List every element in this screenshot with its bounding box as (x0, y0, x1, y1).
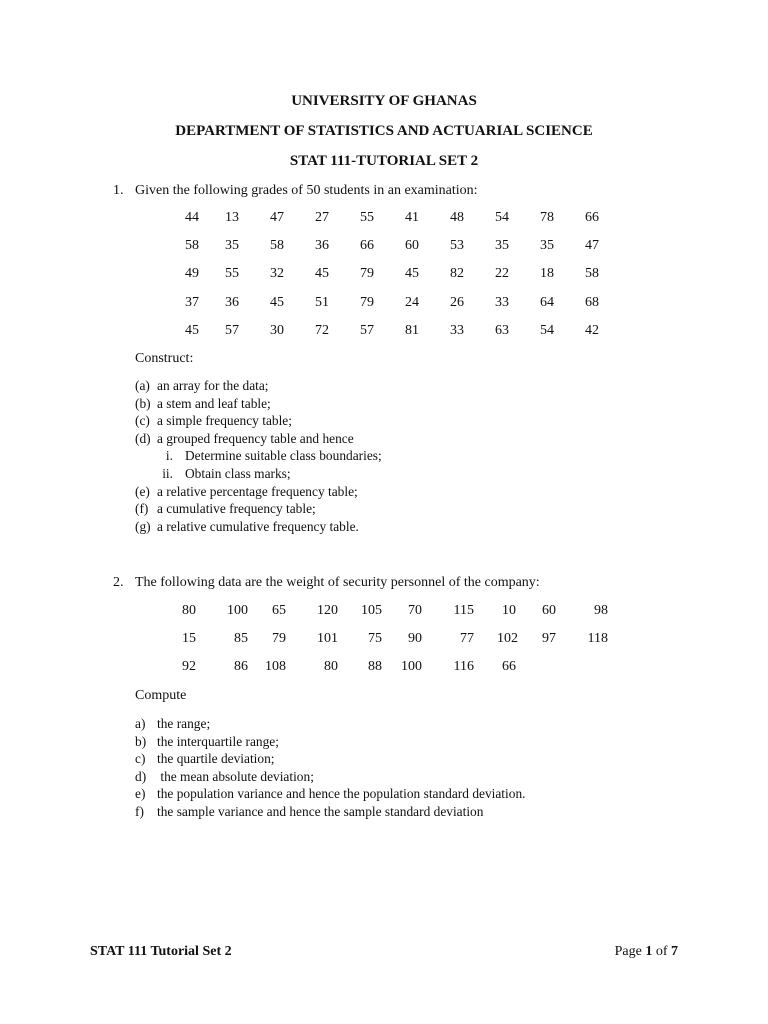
grade-cell: 33 (495, 294, 509, 310)
sub-list-item-text: Obtain class marks; (185, 465, 291, 481)
weight-cell: 66 (502, 659, 516, 675)
grade-cell: 72 (315, 322, 329, 338)
weight-cell: 79 (272, 631, 286, 647)
list-item-mark: e) (135, 786, 146, 802)
weight-cell: 70 (408, 603, 422, 618)
weight-cell: 60 (542, 603, 556, 618)
weight-cell: 116 (453, 659, 474, 675)
list-item (135, 377, 382, 395)
grade-cell: 60 (405, 238, 419, 254)
grade-cell: 36 (315, 238, 329, 254)
weight-cell: 15 (182, 631, 196, 647)
list-item (135, 500, 382, 518)
grade-cell: 48 (450, 210, 464, 225)
list-item-mark: f) (135, 803, 144, 819)
weight-cell: 90 (408, 631, 422, 647)
weight-cell: 65 (272, 603, 286, 618)
list-item (135, 412, 382, 430)
list-item-text: a simple frequency table; (157, 413, 292, 429)
list-item-text: the interquartile range; (157, 733, 279, 749)
list-item (135, 803, 526, 821)
grade-cell: 45 (315, 266, 329, 282)
grade-cell: 68 (585, 294, 599, 310)
weight-cell: 97 (542, 631, 556, 647)
construct-list (135, 377, 382, 535)
question-2 (113, 575, 540, 591)
page-total: 7 (671, 944, 678, 959)
list-item-text: a stem and leaf table; (157, 395, 271, 411)
list-item-mark: (d) (135, 430, 151, 446)
grade-cell: 18 (540, 266, 554, 282)
construct-label: Construct: (135, 351, 194, 366)
list-item (135, 395, 382, 413)
list-item-mark: a) (135, 716, 146, 731)
grade-cell: 33 (450, 322, 464, 338)
compute-label: Compute (135, 688, 187, 703)
grade-cell: 42 (585, 322, 599, 338)
weight-cell: 77 (460, 631, 474, 647)
weight-cell: 75 (368, 631, 382, 647)
list-item (135, 768, 526, 786)
footer-title: STAT 111 Tutorial Set 2 (90, 944, 232, 959)
grade-cell: 26 (450, 294, 464, 310)
list-item-mark: b) (135, 733, 147, 749)
grade-cell: 45 (405, 266, 419, 282)
grade-cell: 81 (405, 322, 419, 338)
page-word: Page (614, 944, 646, 959)
grade-cell: 64 (540, 294, 554, 310)
page-current: 1 (645, 944, 653, 959)
weight-cell: 98 (594, 603, 608, 618)
tutorial-title: STAT 111-TUTORIAL SET 2 (289, 153, 479, 169)
university-title: UNIVERSITY OF GHANAS (291, 93, 477, 109)
question-2-text: The following data are the weight of security personnel of the company: (135, 575, 540, 590)
grade-cell: 45 (185, 322, 199, 338)
weight-cell: 85 (234, 631, 248, 647)
grade-cell: 57 (225, 322, 239, 338)
grade-cell: 41 (405, 210, 419, 225)
grade-cell: 53 (450, 238, 464, 254)
grade-cell: 54 (540, 322, 554, 338)
list-item-text: the quartile deviation; (157, 751, 275, 767)
weight-cell: 80 (324, 659, 338, 675)
grade-cell: 58 (585, 266, 599, 282)
list-item-mark: (a) (135, 378, 150, 393)
weight-cell: 105 (361, 603, 382, 618)
weight-cell: 115 (453, 603, 474, 618)
grade-cell: 47 (270, 210, 284, 225)
grade-cell: 63 (495, 322, 509, 338)
list-item (135, 483, 382, 501)
sub-list-item (135, 447, 382, 465)
grade-cell: 36 (225, 294, 239, 310)
grade-cell: 32 (270, 266, 284, 282)
list-item (135, 750, 526, 768)
question-1 (113, 183, 478, 199)
grade-cell: 54 (495, 210, 509, 225)
sub-list-item-mark: ii. (162, 465, 173, 481)
weight-cell: 118 (587, 631, 608, 647)
weight-cell: 10 (502, 603, 516, 618)
grade-cell: 82 (450, 266, 464, 282)
list-item (135, 733, 526, 751)
list-item-mark: (b) (135, 395, 151, 411)
grade-cell: 55 (360, 210, 374, 225)
grade-cell: 57 (360, 322, 374, 338)
grade-cell: 55 (225, 266, 239, 282)
list-item (135, 430, 382, 448)
list-item-text: a relative percentage frequency table; (157, 483, 358, 499)
weight-cell: 102 (497, 631, 518, 647)
weight-cell: 108 (265, 659, 286, 675)
list-item-mark: (c) (135, 413, 150, 429)
compute-list (135, 715, 526, 821)
weight-cell: 120 (317, 603, 338, 618)
list-item-text: a relative cumulative frequency table. (157, 518, 359, 534)
list-item (135, 715, 526, 733)
weight-cell: 86 (234, 659, 248, 675)
grade-cell: 45 (270, 294, 284, 310)
list-item-mark: (f) (135, 501, 149, 517)
grade-cell: 58 (185, 238, 199, 254)
grade-cell: 13 (225, 210, 239, 225)
list-item-mark: c) (135, 751, 146, 767)
grade-cell: 58 (270, 238, 284, 254)
weight-cell: 92 (182, 659, 196, 675)
weight-cell: 80 (182, 603, 196, 618)
grade-cell: 78 (540, 210, 554, 225)
grade-cell: 79 (360, 266, 374, 282)
grade-cell: 49 (185, 266, 199, 282)
weight-cell: 100 (401, 659, 422, 675)
sub-list-item (135, 465, 382, 483)
list-item-text: a cumulative frequency table; (157, 501, 316, 517)
weight-cell: 100 (227, 603, 248, 618)
grade-cell: 47 (585, 238, 599, 254)
list-item-text: the mean absolute deviation; (157, 768, 314, 784)
grade-cell: 35 (225, 238, 239, 254)
sub-list-item-text: Determine suitable class boundaries; (185, 448, 382, 464)
grade-cell: 79 (360, 294, 374, 310)
grade-cell: 35 (495, 238, 509, 254)
grade-cell: 35 (540, 238, 554, 254)
weight-cell: 101 (317, 631, 338, 647)
grade-cell: 24 (405, 294, 419, 310)
question-2-number: 2. (113, 575, 124, 590)
grade-cell: 22 (495, 266, 509, 282)
list-item-text: an array for the data; (157, 378, 269, 393)
list-item-text: a grouped frequency table and hence (157, 430, 354, 446)
sub-list-item-mark: i. (165, 448, 173, 464)
list-item (135, 518, 382, 536)
list-item-mark: d) (135, 768, 147, 784)
grade-cell: 30 (270, 322, 284, 338)
grade-cell: 66 (585, 210, 599, 225)
list-item-mark: (e) (135, 483, 150, 499)
of-word: of (652, 944, 671, 959)
department-title: DEPARTMENT OF STATISTICS AND ACTUARIAL SCIENCE (175, 123, 593, 139)
list-item-mark: (g) (135, 518, 151, 534)
weight-cell: 88 (368, 659, 382, 675)
list-item-text: the range; (157, 716, 211, 731)
page-number (615, 944, 678, 960)
list-item (135, 785, 526, 803)
grade-cell: 51 (315, 294, 329, 310)
list-item-text: the sample variance and hence the sample standard deviation (157, 803, 484, 819)
list-item-text: the population variance and hence the population standard deviation. (157, 786, 526, 802)
grade-cell: 27 (315, 210, 329, 225)
grade-cell: 44 (185, 210, 199, 225)
grade-cell: 37 (185, 294, 199, 310)
question-1-number: 1. (113, 183, 124, 198)
grade-cell: 66 (360, 238, 374, 254)
question-1-text: Given the following grades of 50 students in an examination: (135, 183, 478, 198)
